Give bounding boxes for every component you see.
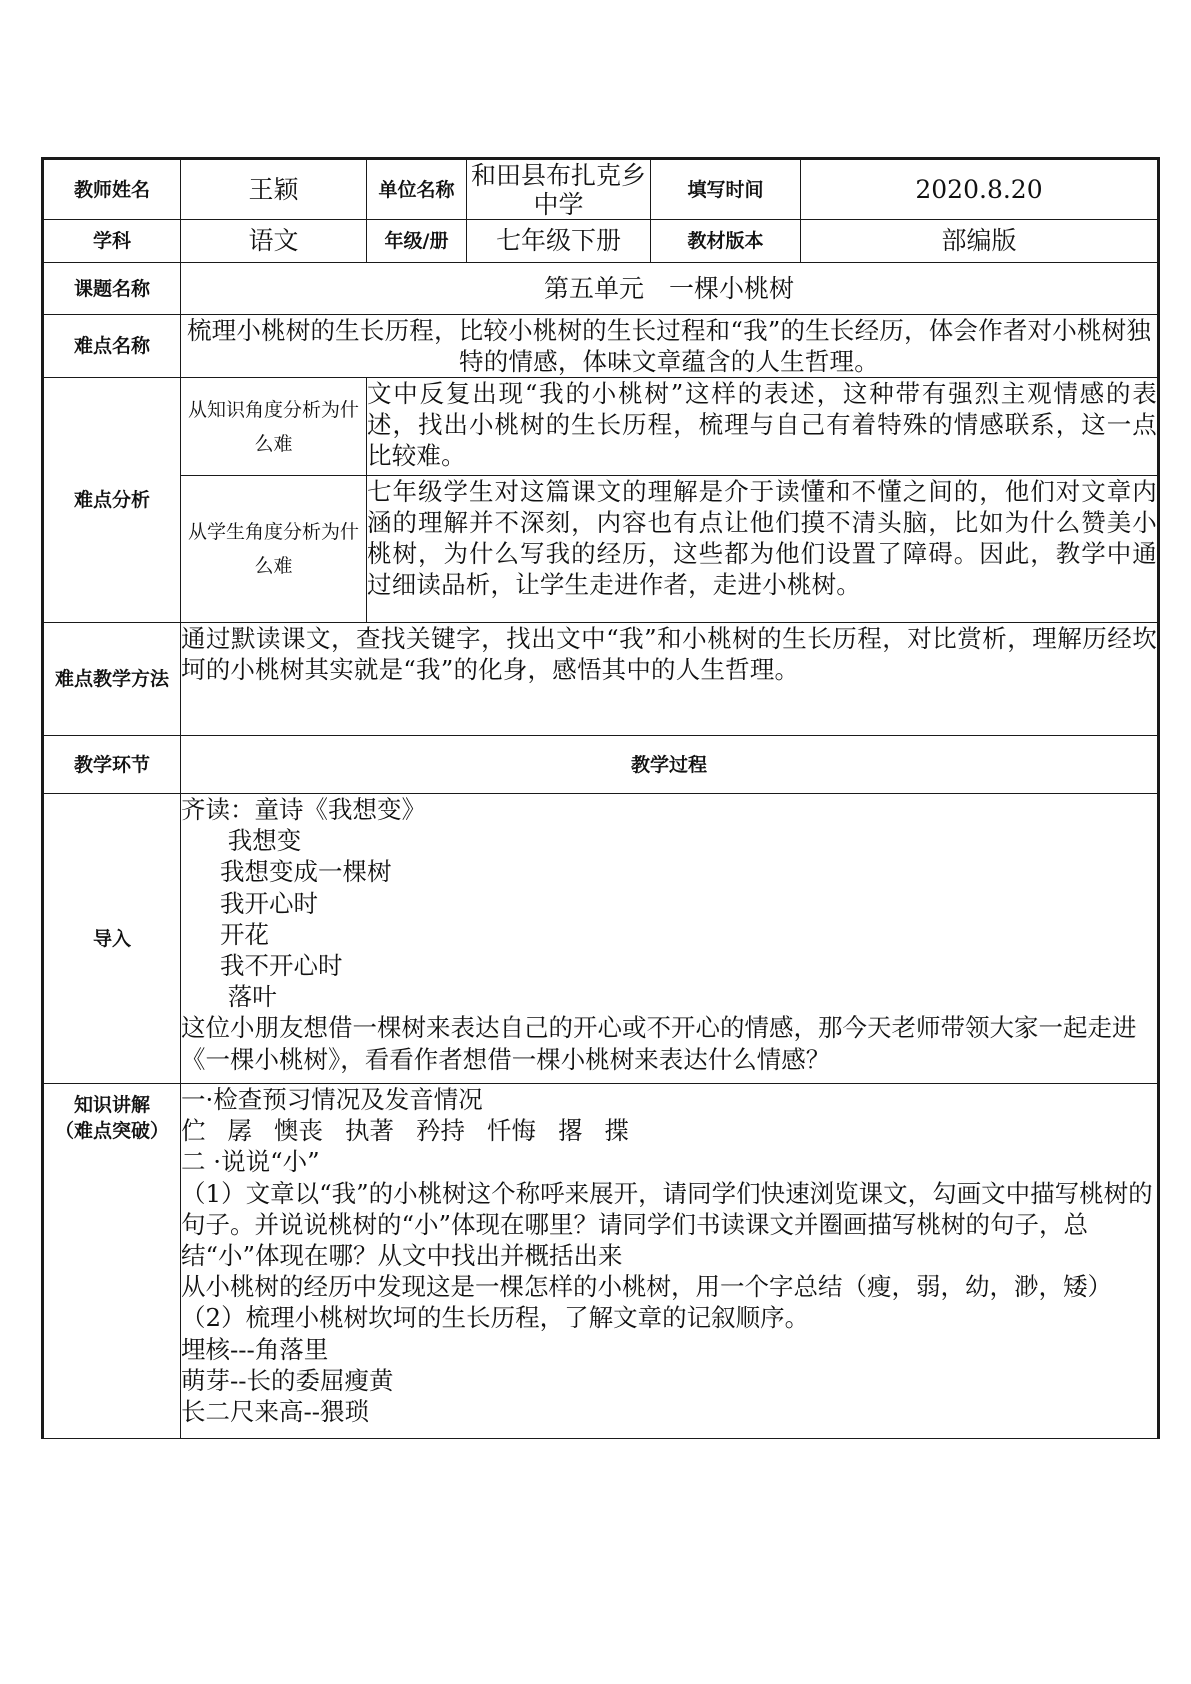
difficulty-name-value: 梳理小桃树的生长历程，比较小桃树的生长过程和“我”的生长经历，体会作者对小桃树独特的情感，体味文章蕴含的人生哲理。 xyxy=(181,315,1159,378)
row-teaching-method xyxy=(43,623,1159,736)
topic-label: 课题名称 xyxy=(43,263,181,315)
student-angle-text: 七年级学生对这篇课文的理解是介于读懂和不懂之间的，他们对文章内涵的理解并不深刻，内容也有点让他们摸不清头脑，比如为什么赞美小桃树，为什么写我的经历，这些都为他们设置了障碍。因此，教学中通过细读品析，让学生走进作者，走进小桃树。 xyxy=(367,476,1159,623)
teacher-name-label: 教师姓名 xyxy=(43,159,181,220)
fill-date-label: 填写时间 xyxy=(651,159,801,220)
vocab-list xyxy=(181,1115,1157,1146)
row-process-header xyxy=(43,736,1159,794)
poem-line: 我想变成一棵树 xyxy=(181,857,392,887)
subject-value: 语文 xyxy=(181,220,367,263)
teaching-method-label: 难点教学方法 xyxy=(43,623,181,736)
poem-line: 落叶 xyxy=(181,982,277,1012)
intro-content xyxy=(181,794,1159,1084)
row-subject-info xyxy=(43,220,1159,263)
row-difficulty-name xyxy=(43,315,1159,378)
teaching-process-label: 教学过程 xyxy=(181,736,1159,794)
edition-value: 部编版 xyxy=(801,220,1159,263)
poem-line: 我不开心时 xyxy=(181,951,343,981)
vocab-word: 撂 xyxy=(558,1116,583,1146)
item-two: （2）梳理小桃树坎坷的生长历程，了解文章的记叙顺序。 xyxy=(181,1303,810,1333)
poem-line: 我开心时 xyxy=(181,888,318,918)
teacher-name-value: 王颖 xyxy=(181,159,367,220)
row-analysis-student xyxy=(43,476,1159,623)
growth-stage: 长二尺来高--猥琐 xyxy=(181,1397,370,1427)
vocab-word: 揲 xyxy=(604,1116,629,1146)
unit-name-value: 和田县布扎克乡中学 xyxy=(467,159,651,220)
teaching-stage-label: 教学环节 xyxy=(43,736,181,794)
vocab-word: 伫 xyxy=(181,1116,206,1146)
knowledge-label xyxy=(43,1084,181,1439)
knowledge-label-line2: （难点突破） xyxy=(54,1120,169,1142)
row-teacher-info xyxy=(43,159,1159,220)
teaching-method-text: 通过默读课文，查找关键字，找出文中“我”和小桃树的生长历程，对比赏析，理解历经坎坷的小桃树其实就是“我”的化身，感悟其中的人生哲理。 xyxy=(181,623,1159,736)
vocab-word: 懊丧 xyxy=(274,1116,323,1146)
row-intro xyxy=(43,794,1159,1084)
knowledge-angle-text: 文中反复出现“我的小桃树”这样的表述，这种带有强烈主观情感的表述，找出小桃树的生长历程，梳理与自己有着特殊的情感联系，这一点比较难。 xyxy=(367,378,1159,476)
intro-label: 导入 xyxy=(43,794,181,1084)
section-preview-check: 一·检查预习情况及发音情况 xyxy=(181,1085,483,1114)
knowledge-content xyxy=(181,1084,1159,1439)
row-knowledge xyxy=(43,1084,1159,1439)
grade-value: 七年级下册 xyxy=(467,220,651,263)
knowledge-label-line1: 知识讲解 xyxy=(73,1094,150,1116)
row-topic xyxy=(43,263,1159,315)
poem-line: 我想变 xyxy=(181,826,302,856)
section-talk-small: 二 ·说说“小” xyxy=(181,1147,320,1177)
vocab-word: 孱 xyxy=(227,1116,252,1146)
row-analysis-knowledge xyxy=(43,378,1159,476)
growth-stage: 萌芽--长的委屈瘦黄 xyxy=(181,1365,394,1395)
knowledge-angle-label: 从知识角度分析为什么难 xyxy=(181,378,367,476)
unit-name-label: 单位名称 xyxy=(367,159,467,220)
poem-line: 开花 xyxy=(181,919,269,949)
intro-closing: 这位小朋友想借一棵树来表达自己的开心或不开心的情感，那今天老师带领大家一起走进《一棵小桃树》，看看作者想借一棵小桃树来表达什么情感？ xyxy=(181,1013,1137,1074)
lesson-plan-table xyxy=(41,157,1160,1439)
vocab-word: 矜持 xyxy=(416,1116,465,1146)
item-one-summary: 从小桃树的经历中发现这是一棵怎样的小桃树，用一个字总结（瘦，弱，幼，渺，矮） xyxy=(181,1272,1112,1302)
subject-label: 学科 xyxy=(43,220,181,263)
difficulty-name-label: 难点名称 xyxy=(43,315,181,378)
topic-value: 第五单元 一棵小桃树 xyxy=(181,263,1159,315)
student-angle-label: 从学生角度分析为什么难 xyxy=(181,476,367,623)
difficulty-analysis-label: 难点分析 xyxy=(43,378,181,623)
growth-stage: 埋核---角落里 xyxy=(181,1334,329,1364)
item-one: （1）文章以“我”的小桃树这个称呼来展开，请同学们快速浏览课文，勾画文中描写桃树的句子。并说说桃树的“小”体现在哪里？请同学们书读课文并圈画描写桃树的句子，总结“小”体现在哪？从文中找出并概括出来 xyxy=(181,1178,1153,1271)
lesson-plan-sheet xyxy=(41,157,1157,1439)
intro-line: 齐读：童诗《我想变》 xyxy=(181,795,426,824)
edition-label: 教材版本 xyxy=(651,220,801,263)
vocab-word: 忏悔 xyxy=(487,1116,536,1146)
grade-label: 年级/册 xyxy=(367,220,467,263)
fill-date-value: 2020.8.20 xyxy=(801,159,1159,220)
vocab-word: 执著 xyxy=(345,1116,394,1146)
